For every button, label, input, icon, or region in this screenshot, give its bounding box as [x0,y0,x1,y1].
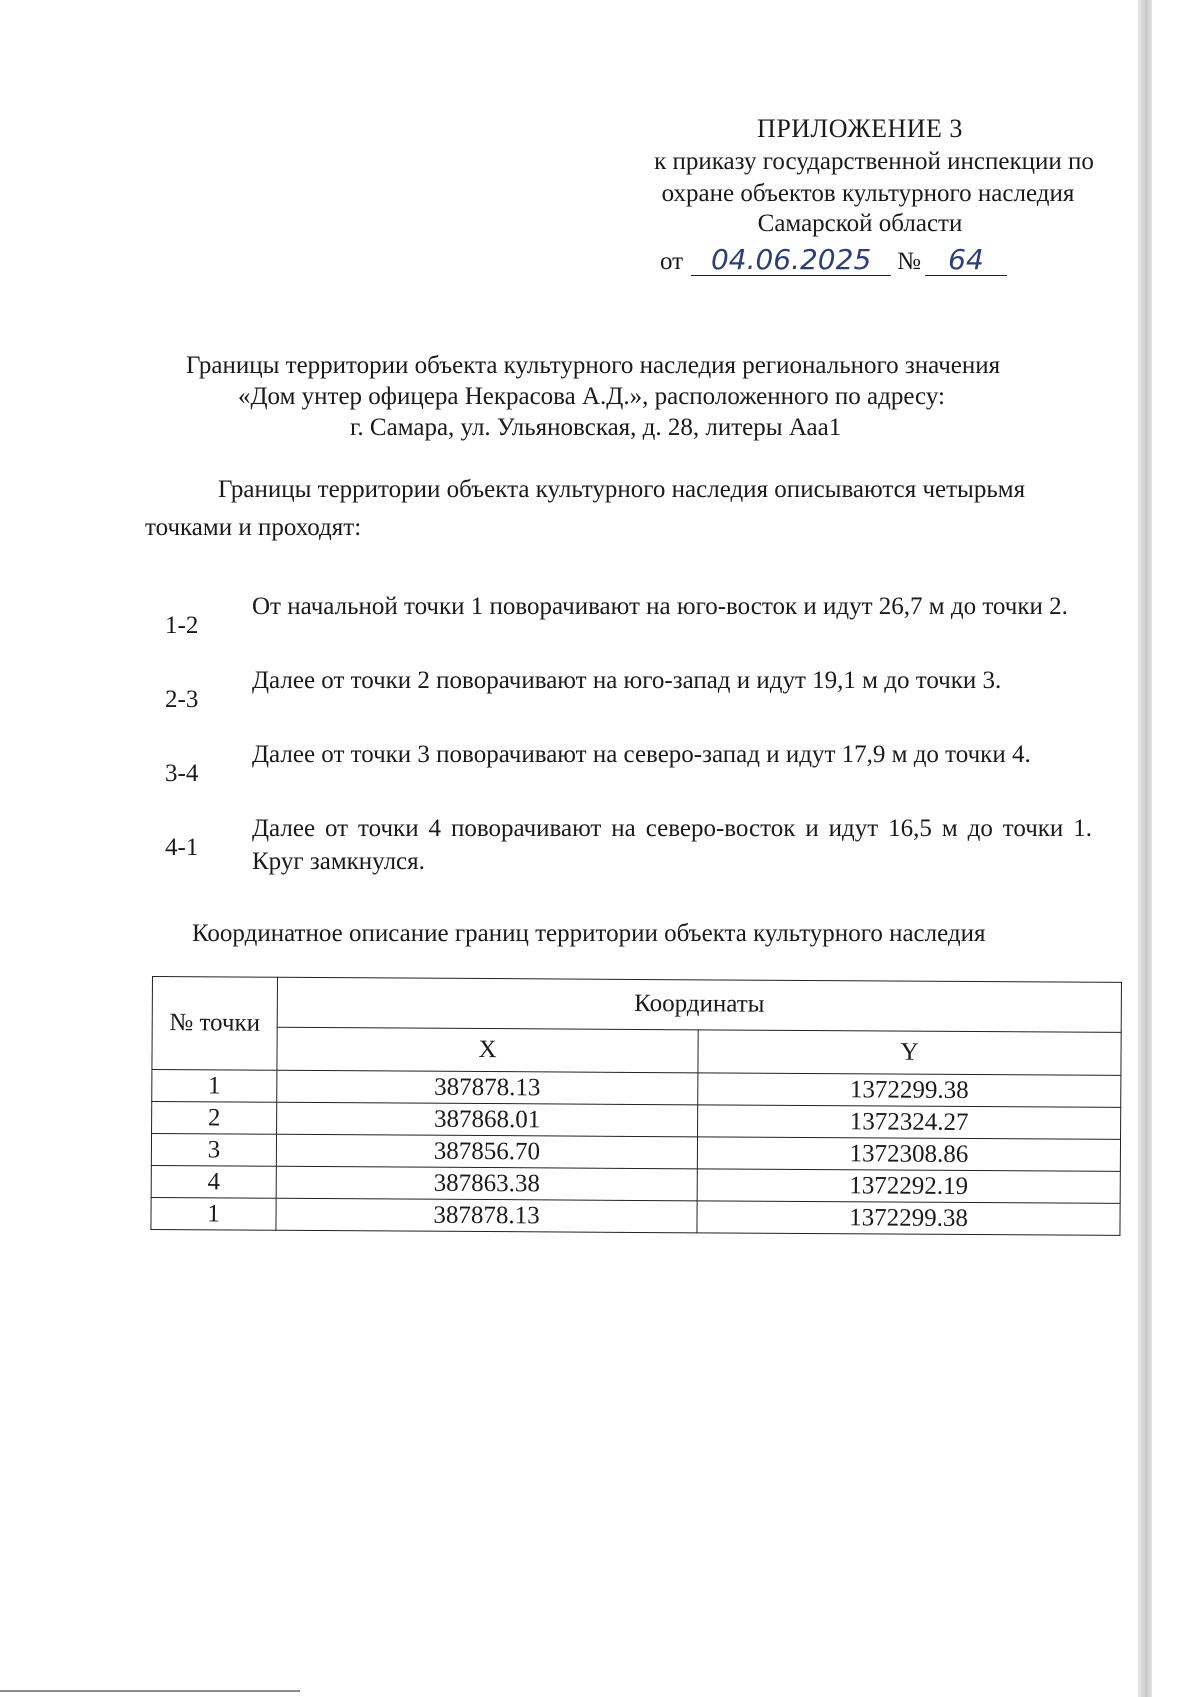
cell-x: 387878.13 [276,1198,697,1233]
cell-y: 1372308.86 [697,1137,1120,1172]
cell-point: 1 [152,1070,277,1103]
table-row [151,1197,1120,1235]
cell-point: 3 [151,1134,276,1167]
table-header-row [152,977,1121,1032]
intro-line-2: точками и проходят: [145,514,362,541]
col-y-header: Y [698,1029,1121,1075]
cell-x: 387878.13 [277,1070,698,1105]
segment-item [145,738,1095,814]
intro-line-1: Границы территории объекта культурного наследия описываются четырьмя [218,476,1026,503]
title-line-3: г. Самара, ул. Ульяновская, д. 28, литеры Ааа1 [350,414,842,441]
number-label: № [897,248,921,275]
segment-text: От начальной точки 1 поворачивают на юго-восток и идут 26,7 м до точки 2. [252,593,1068,620]
col-coords-header: Координаты [277,977,1121,1032]
segment-item [145,590,1095,666]
scan-edge-right [1138,0,1152,1697]
annex-line-3: Самарской области [757,210,963,237]
segment-text: Далее от точки 2 поворачивают на юго-запад и идут 19,1 м до точки 3. [252,667,1002,694]
title-line-2: «Дом унтер офицера Некрасова А.Д.», расположенного по адресу: [238,383,945,410]
handwritten-number: 64 [925,245,1007,276]
segment-text: Далее от точки 3 поворачивают на северо-запад и идут 17,9 м до точки 4. [252,741,1031,768]
cell-y: 1372299.38 [697,1201,1120,1236]
segment-text: Далее от точки 4 поворачивают на северо-восток и идут 16,5 м до точки 1. Круг замкнулся. [252,815,1092,875]
cell-point: 2 [152,1102,277,1135]
cell-point: 1 [151,1197,276,1230]
segment-item [145,664,1095,740]
segment-item [145,812,1095,888]
cell-x: 387856.70 [276,1134,697,1169]
scan-edge-bottom [0,1690,300,1692]
annex-line-2: охране объектов культурного наследия [661,180,1075,207]
coordinates-table [150,976,1122,1236]
cell-y: 1372324.27 [698,1105,1121,1140]
col-point-header: № точки [152,977,278,1071]
cell-x: 387868.01 [277,1102,698,1137]
cell-point: 4 [151,1165,276,1198]
table-subheader-row [152,1026,1121,1075]
segment-id: 4-1 [165,834,199,861]
coords-heading: Координатное описание границ территории объекта культурного наследия [192,920,986,947]
cell-y: 1372299.38 [698,1073,1121,1108]
title-line-1: Границы территории объекта культурного наследия регионального значения [186,352,1001,379]
col-x-header: X [277,1027,698,1073]
date-label: от [660,248,684,275]
segment-id: 2-3 [165,686,199,713]
segment-id: 3-4 [165,760,199,787]
segment-id: 1-2 [165,612,199,639]
order-reference [660,236,1007,276]
annex-title: ПРИЛОЖЕНИЕ 3 [757,114,963,143]
handwritten-date: 04.06.2025 [691,245,891,276]
cell-x: 387863.38 [276,1166,697,1201]
annex-line-1: к приказу государственной инспекции по [654,148,1094,175]
cell-y: 1372292.19 [697,1169,1120,1204]
